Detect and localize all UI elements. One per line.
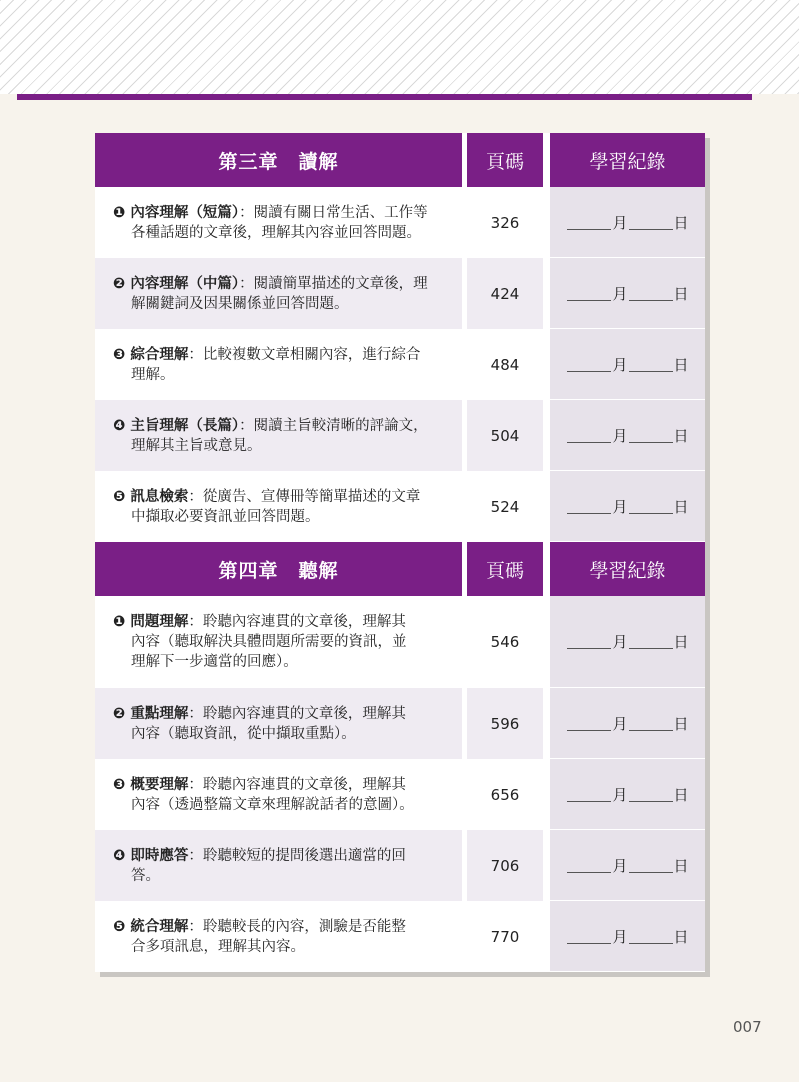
- decorative-header-band: [0, 0, 799, 94]
- page-number-cell: 484: [467, 329, 543, 400]
- day-blank[interactable]: [629, 215, 673, 230]
- day-blank[interactable]: [629, 787, 673, 802]
- record-cell: [550, 901, 705, 972]
- row-description: [95, 187, 462, 258]
- row-text: ：聆聽較短的提問後選出適當的回: [188, 847, 406, 864]
- page-number-cell: 424: [467, 258, 543, 329]
- row-description: [95, 329, 462, 400]
- section-header-reading: [95, 133, 705, 187]
- row-lead: ❷ 重點理解: [113, 705, 189, 722]
- section-title: 第四章 聽解: [95, 542, 462, 596]
- header-divider: [17, 94, 752, 100]
- month-blank[interactable]: [567, 634, 611, 649]
- section-header-listening: [95, 542, 705, 596]
- day-label: 日: [673, 927, 689, 946]
- record-cell: [550, 759, 705, 830]
- month-label: 月: [612, 927, 628, 946]
- row-text: ：聆聽內容連貫的文章後，理解其: [188, 705, 406, 722]
- month-label: 月: [612, 785, 628, 804]
- day-label: 日: [673, 714, 689, 733]
- row-text: 合多項訊息，理解其內容。: [131, 938, 305, 955]
- row-description: [95, 830, 462, 901]
- month-blank[interactable]: [567, 929, 611, 944]
- row-text: ：聆聽較長的內容，測驗是否能整: [188, 918, 406, 935]
- record-cell: [550, 830, 705, 901]
- table-row: [95, 596, 705, 688]
- row-text: ：聆聽內容連貫的文章後，理解其: [188, 776, 406, 793]
- day-blank[interactable]: [629, 428, 673, 443]
- row-description: [95, 400, 462, 471]
- row-text: 答。: [131, 867, 160, 884]
- day-label: 日: [673, 856, 689, 875]
- row-text: 解關鍵詞及因果關係並回答問題。: [131, 295, 349, 312]
- row-lead: ❹ 主旨理解（長篇）: [113, 417, 240, 434]
- row-text: 中擷取必要資訊並回答問題。: [131, 508, 320, 525]
- day-blank[interactable]: [629, 858, 673, 873]
- day-label: 日: [673, 213, 689, 232]
- page-number-cell: 546: [467, 596, 543, 688]
- row-lead: ❹ 即時應答: [113, 847, 189, 864]
- day-label: 日: [673, 355, 689, 374]
- record-cell: [550, 187, 705, 258]
- record-cell: [550, 471, 705, 542]
- row-text: 各種話題的文章後，理解其內容並回答問題。: [131, 224, 421, 241]
- day-label: 日: [673, 785, 689, 804]
- page-number-cell: 504: [467, 400, 543, 471]
- table-row: [95, 759, 705, 830]
- record-cell: [550, 688, 705, 759]
- row-text: ：從廣告、宣傳冊等簡單描述的文章: [188, 488, 421, 505]
- month-label: 月: [612, 426, 628, 445]
- table-row: [95, 471, 705, 542]
- month-label: 月: [612, 284, 628, 303]
- row-lead: ❺ 統合理解: [113, 918, 189, 935]
- row-lead: ❶ 問題理解: [113, 614, 189, 630]
- day-blank[interactable]: [629, 357, 673, 372]
- row-description: [95, 471, 462, 542]
- month-blank[interactable]: [567, 215, 611, 230]
- row-lead: ❶ 內容理解（短篇）: [113, 204, 240, 221]
- month-label: 月: [612, 714, 628, 733]
- row-text: ：閱讀主旨較清晰的評論文，: [239, 417, 428, 434]
- month-blank[interactable]: [567, 787, 611, 802]
- record-cell: [550, 258, 705, 329]
- row-lead: ❺ 訊息檢索: [113, 488, 189, 505]
- day-label: 日: [673, 633, 689, 651]
- row-description: [95, 688, 462, 759]
- row-lead: ❸ 概要理解: [113, 776, 189, 793]
- day-blank[interactable]: [629, 929, 673, 944]
- month-blank[interactable]: [567, 286, 611, 301]
- row-description: [95, 901, 462, 972]
- row-text: ：閱讀簡單描述的文章後，理: [239, 275, 428, 292]
- month-label: 月: [612, 355, 628, 374]
- page-column-header: 頁碼: [467, 133, 543, 187]
- record-column-header: 學習紀錄: [550, 133, 705, 187]
- page-number-cell: 326: [467, 187, 543, 258]
- month-blank[interactable]: [567, 357, 611, 372]
- table-row: [95, 329, 705, 400]
- day-blank[interactable]: [629, 499, 673, 514]
- row-description: [95, 596, 462, 688]
- row-text: 理解下一步適當的回應）。: [131, 654, 298, 670]
- record-cell: [550, 329, 705, 400]
- row-description: [95, 759, 462, 830]
- table-row: [95, 901, 705, 972]
- day-blank[interactable]: [629, 634, 673, 649]
- table-row: [95, 400, 705, 471]
- month-blank[interactable]: [567, 499, 611, 514]
- month-label: 月: [612, 497, 628, 516]
- section-title: 第三章 讀解: [95, 133, 462, 187]
- row-text: ：比較複數文章相關內容，進行綜合: [188, 346, 421, 363]
- month-label: 月: [612, 633, 628, 651]
- month-blank[interactable]: [567, 428, 611, 443]
- table-row: [95, 688, 705, 759]
- row-lead: ❷ 內容理解（中篇）: [113, 275, 240, 292]
- row-text: 理解其主旨或意見。: [131, 437, 262, 454]
- row-text: 內容（聽取資訊，從中擷取重點）。: [131, 725, 356, 742]
- month-label: 月: [612, 213, 628, 232]
- page-column-header: 頁碼: [467, 542, 543, 596]
- day-label: 日: [673, 426, 689, 445]
- page-number-cell: 770: [467, 901, 543, 972]
- day-label: 日: [673, 497, 689, 516]
- table-row: [95, 187, 705, 258]
- record-cell: [550, 400, 705, 471]
- row-text: ：閱讀有關日常生活、工作等: [239, 204, 428, 221]
- page-number-cell: 706: [467, 830, 543, 901]
- page-number-cell: 656: [467, 759, 543, 830]
- month-blank[interactable]: [567, 716, 611, 731]
- row-text: 內容（聽取解決具體問題所需要的資訊，並: [131, 634, 407, 650]
- record-cell: [550, 596, 705, 688]
- table-row: [95, 830, 705, 901]
- row-text: 理解。: [131, 366, 175, 383]
- study-record-table: [95, 133, 705, 972]
- record-column-header: 學習紀錄: [550, 542, 705, 596]
- row-lead: ❸ 綜合理解: [113, 346, 189, 363]
- page-number-cell: 524: [467, 471, 543, 542]
- row-description: [95, 258, 462, 329]
- day-blank[interactable]: [629, 716, 673, 731]
- day-blank[interactable]: [629, 286, 673, 301]
- page-number-cell: 596: [467, 688, 543, 759]
- page-number: 007: [733, 1018, 762, 1036]
- table-row: [95, 258, 705, 329]
- month-label: 月: [612, 856, 628, 875]
- row-text: 內容（透過整篇文章來理解說話者的意圖）。: [131, 796, 414, 813]
- month-blank[interactable]: [567, 858, 611, 873]
- row-text: ：聆聽內容連貫的文章後，理解其: [188, 614, 406, 630]
- day-label: 日: [673, 284, 689, 303]
